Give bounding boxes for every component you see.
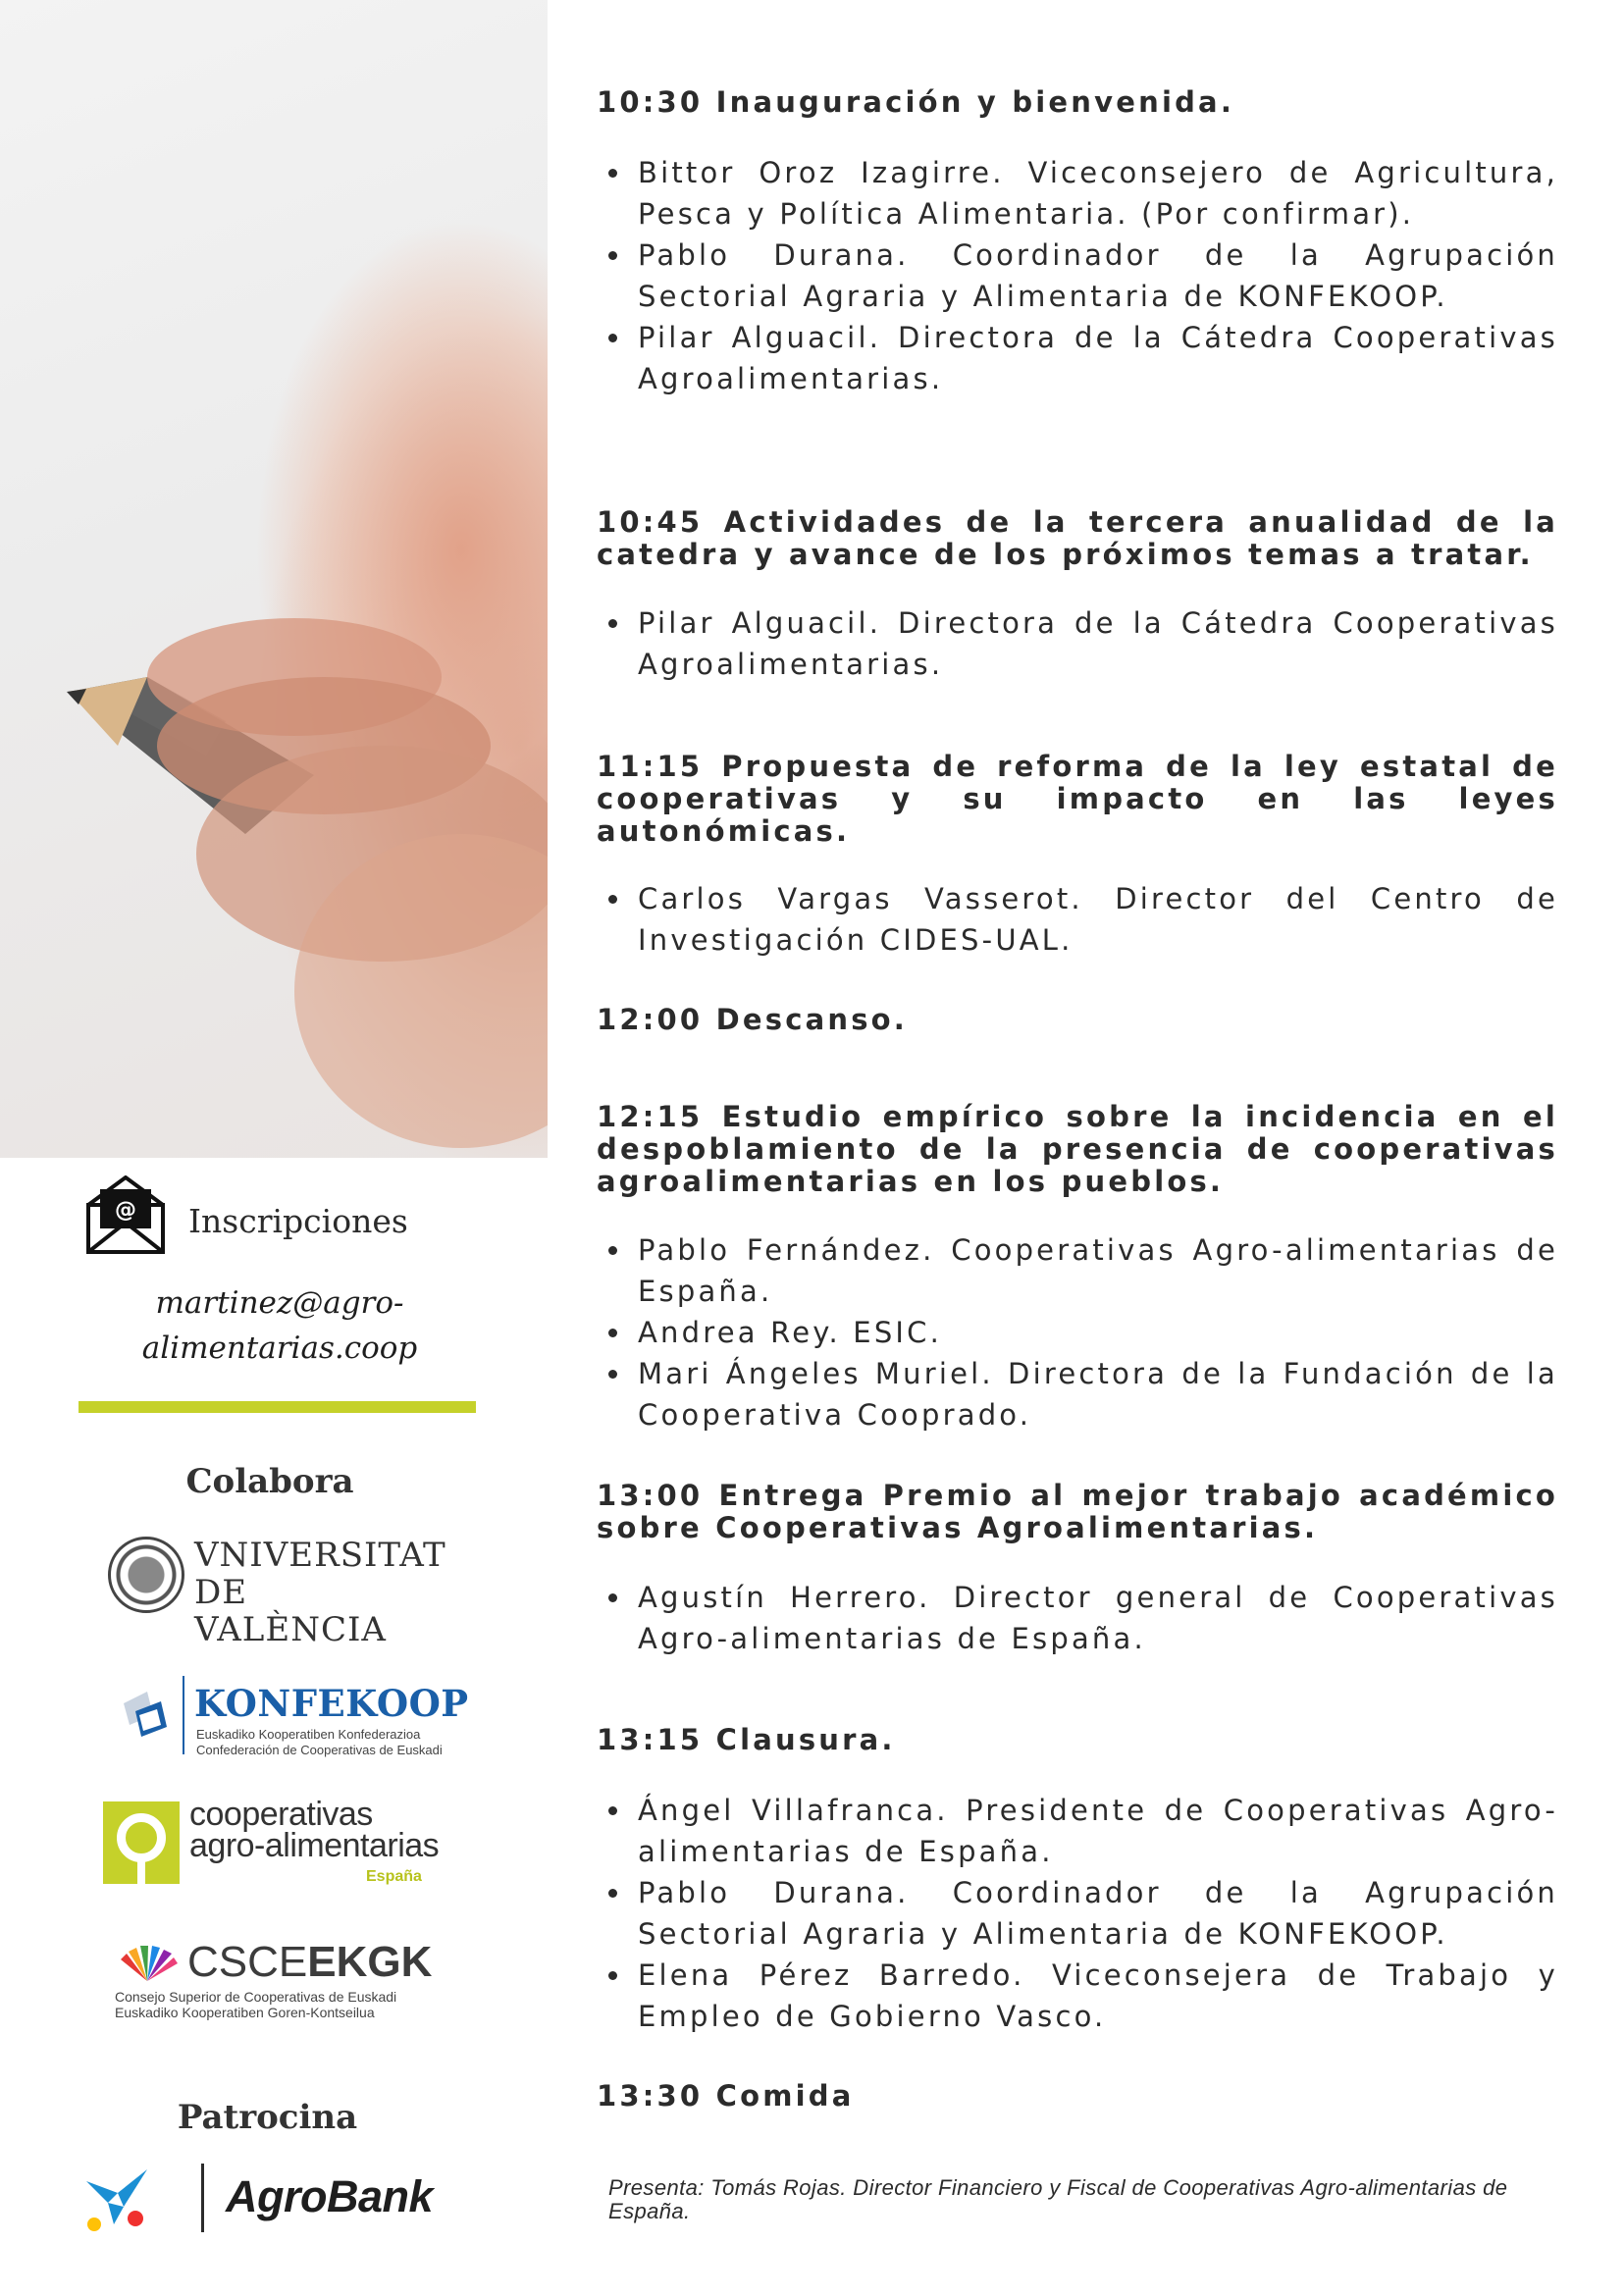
konfekoop-separator	[183, 1676, 184, 1754]
csce-sub2: Euskadiko Kooperatiben Goren-Kontseilua	[115, 2005, 375, 2020]
coop-line2: agro-alimentarias	[189, 1827, 440, 1864]
speaker-item: Agustín Herrero. Director general de Cooperativas Agro-alimentarias de España.	[597, 1577, 1558, 1659]
session-1315-speakers	[597, 1790, 1558, 2037]
uv-line1: VNIVERSITAT	[194, 1536, 446, 1575]
speaker-item: Carlos Vargas Vasserot. Director del Centro de Investigación CIDES-UAL.	[597, 878, 1558, 961]
session-1045-speakers	[597, 602, 1558, 685]
session-1300-heading: 13:00 Entrega Premio al mejor trabajo académico sobre Cooperativas Agroalimentarias.	[597, 1479, 1558, 1544]
agrobank-name: AgroBank	[226, 2171, 434, 2221]
session-1215-speakers	[597, 1229, 1558, 1435]
coop-mark-icon	[103, 1801, 180, 1884]
session-1115-heading: 11:15 Propuesta de reforma de la ley estatal de cooperativas y su impacto en las leyes autonómicas.	[597, 750, 1558, 848]
colabora-title: Colabora	[185, 1462, 354, 1501]
uv-line2: DE VALÈNCIA	[194, 1573, 387, 1649]
presenta-note: Presenta: Tomás Rojas. Director Financiero y Fiscal de Cooperativas Agro-alimentarias de España.	[608, 2175, 1508, 2223]
speaker-item: Bittor Oroz Izagirre. Viceconsejero de Agricultura, Pesca y Política Alimentaria. (Por confirmar).	[597, 152, 1558, 235]
csce-name-bold: EKGK	[307, 1938, 433, 1986]
session-1115-speakers	[597, 878, 1558, 961]
speaker-item: Pilar Alguacil. Directora de la Cátedra Cooperativas Agroalimentarias.	[597, 317, 1558, 399]
speaker-item: Pablo Fernández. Cooperativas Agro-alimentarias de España.	[597, 1229, 1558, 1312]
speaker-item: Pablo Durana. Coordinador de la Agrupación Sectorial Agraria y Alimentaria de KONFEKOOP.	[597, 235, 1558, 317]
speaker-item: Andrea Rey. ESIC.	[597, 1312, 1558, 1353]
session-1330-heading: 13:30 Comida	[597, 2079, 855, 2113]
pencil-illustration	[0, 0, 548, 1158]
speaker-item: Pilar Alguacil. Directora de la Cátedra Cooperativas Agroalimentarias.	[597, 602, 1558, 685]
caixabank-star-icon	[79, 2164, 152, 2237]
session-1030-speakers	[597, 152, 1558, 399]
konfekoop-logo	[118, 1676, 469, 1757]
patrocina-title: Patrocina	[177, 2098, 358, 2137]
coop-espana: España	[366, 1868, 422, 1885]
pencil-hand-photo	[0, 0, 548, 1158]
session-1200-heading: 12:00 Descanso.	[597, 1003, 909, 1036]
session-1215-heading: 12:15 Estudio empírico sobre la incidencia en el despoblamiento de la presencia de cooperativas agroalimentarias en los pueblos.	[597, 1100, 1558, 1198]
cooperativas-agroalimentarias-logo	[103, 1796, 456, 1894]
inscripciones-title: Inscripciones	[188, 1202, 408, 1240]
csce-name-light: CSCE	[187, 1938, 308, 1986]
speaker-item: Mari Ángeles Muriel. Directora de la Fundación de la Cooperativa Cooprado.	[597, 1353, 1558, 1435]
konfekoop-sub2: Confederación de Cooperativas de Euskadi	[196, 1743, 443, 1757]
konfekoop-sub1: Euskadiko Kooperatiben Konfederazioa	[196, 1727, 421, 1742]
universitat-valencia-logo	[108, 1531, 446, 1649]
csce-fan-icon	[113, 1942, 182, 1981]
agrobank-separator	[201, 2164, 204, 2232]
session-1045-heading: 10:45 Actividades de la tercera anualidad de la catedra y avance de los próximos temas a tratar.	[597, 505, 1558, 571]
uv-seal-icon	[108, 1537, 184, 1613]
konfekoop-mark-icon	[118, 1686, 173, 1741]
session-1030-heading: 10:30 Inauguración y bienvenida.	[597, 85, 1235, 119]
session-1300-speakers	[597, 1577, 1558, 1659]
speaker-item: Elena Pérez Barredo. Viceconsejera de Trabajo y Empleo de Gobierno Vasco.	[597, 1955, 1558, 2037]
divider	[79, 1401, 476, 1413]
csce-sub1: Consejo Superior de Cooperativas de Euskadi	[115, 1989, 397, 2005]
svg-text:@: @	[115, 1198, 136, 1223]
envelope-at-icon	[86, 1175, 165, 1254]
konfekoop-name: KONFEKOOP	[194, 1682, 469, 1725]
contact-email[interactable]: martinez@agro-alimentarias.coop	[141, 1285, 418, 1366]
coop-line1: cooperativas	[189, 1796, 373, 1833]
csceekgk-logo	[113, 1938, 446, 2020]
session-1315-heading: 13:15 Clausura.	[597, 1723, 896, 1756]
speaker-item: Pablo Durana. Coordinador de la Agrupación Sectorial Agraria y Alimentaria de KONFEKOOP.	[597, 1872, 1558, 1955]
agrobank-logo	[79, 2154, 471, 2242]
speaker-item: Ángel Villafranca. Presidente de Cooperativas Agro-alimentarias de España.	[597, 1790, 1558, 1872]
